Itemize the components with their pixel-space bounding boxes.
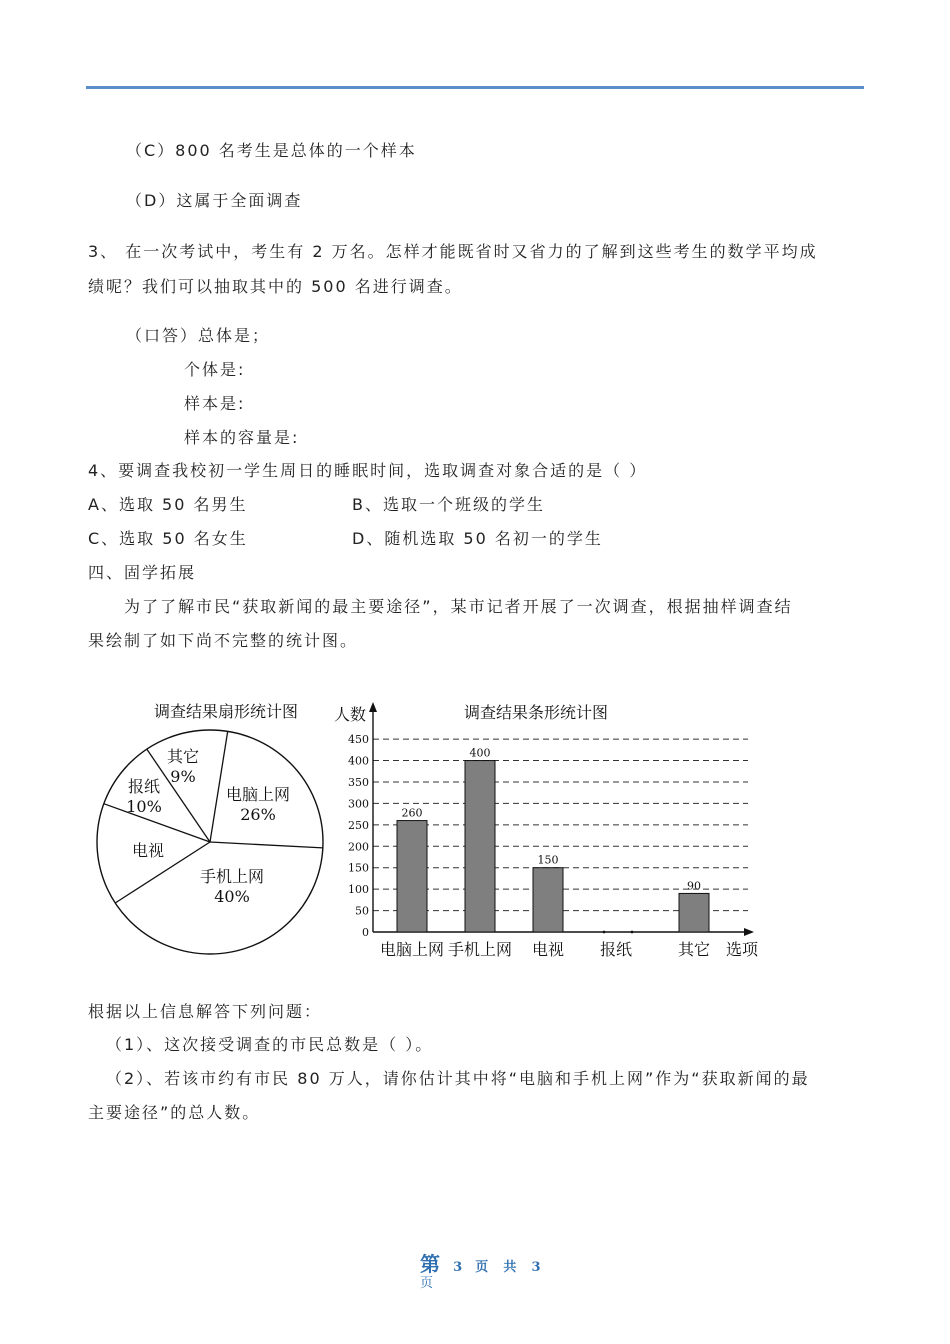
pie-slice-label: 电视 xyxy=(131,841,165,860)
intro-line2: 果绘制了如下尚不完整的统计图。 xyxy=(88,631,359,650)
y-tick-label: 350 xyxy=(348,775,369,789)
footer-page-number: 3 xyxy=(453,1260,463,1275)
pie-slice-percent: 9% xyxy=(170,767,196,786)
footer-total-pages: 3 xyxy=(531,1260,541,1275)
answer-total: （口答）总体是； xyxy=(126,326,271,345)
answer-sample-size: 样本的容量是: xyxy=(184,428,300,447)
pie-slice-label: 其它 xyxy=(166,747,200,766)
intro-line1: 为了了解市民“获取新闻的最主要途径”，某市记者开展了一次调查，根据抽样调查结 xyxy=(124,597,793,616)
y-tick-label: 0 xyxy=(362,926,369,939)
y-tick-label: 450 xyxy=(348,733,369,747)
question-4-option-b: B、选取一个班级的学生 xyxy=(352,495,545,514)
missing-bar-marker xyxy=(603,931,606,934)
sub-question-2-line1: （2）、若该市约有市民 80 万人，请你估计其中将“电脑和手机上网”作为“获取新闻的最 xyxy=(106,1069,810,1088)
y-axis-label: 人数 xyxy=(334,705,367,724)
y-tick-label: 300 xyxy=(348,797,369,811)
x-tick-label: 电视 xyxy=(531,940,565,959)
pie-chart xyxy=(97,702,323,954)
y-tick-label: 400 xyxy=(348,754,369,768)
bar xyxy=(397,821,427,932)
y-tick-label: 50 xyxy=(355,904,369,918)
page-footer xyxy=(420,1248,541,1291)
after-chart-text: 根据以上信息解答下列问题： xyxy=(88,1002,323,1021)
bar-data-label: 400 xyxy=(469,746,491,760)
option-c: （C）800 名考生是总体的一个样本 xyxy=(126,141,417,160)
pie-slice-label: 电脑上网 xyxy=(225,785,291,804)
bar xyxy=(533,868,563,932)
question-4-option-c: C、选取 50 名女生 xyxy=(88,529,248,548)
bar xyxy=(465,761,495,932)
bar-chart xyxy=(334,702,759,959)
answer-sample: 样本是: xyxy=(184,394,246,413)
question-3-line1: 3、 在一次考试中，考生有 2 万名。怎样才能既省时又省力的了解到这些考生的数学平均成 xyxy=(88,242,818,261)
question-4-option-d: D、随机选取 50 名初一的学生 xyxy=(352,529,603,548)
y-tick-label: 200 xyxy=(348,840,369,854)
pie-slice-percent: 10% xyxy=(126,797,162,816)
option-d: （D）这属于全面调查 xyxy=(126,191,303,210)
sub-question-2-line2: 主要途径”的总人数。 xyxy=(88,1103,261,1122)
x-tick-label: 手机上网 xyxy=(447,940,513,959)
answer-individual: 个体是: xyxy=(184,360,246,379)
question-4: 4、要调查我校初一学生周日的睡眠时间，选取调查对象合适的是（ ） xyxy=(88,461,648,480)
section-4-heading: 四、固学拓展 xyxy=(88,563,197,582)
y-tick-label: 150 xyxy=(348,861,369,875)
pie-slice-percent: 26% xyxy=(240,805,276,824)
pie-slice-label: 手机上网 xyxy=(199,867,265,886)
pie-title: 调查结果扇形统计图 xyxy=(153,702,299,721)
bar-data-label: 90 xyxy=(687,879,701,893)
x-axis-arrow xyxy=(744,928,754,936)
y-tick-label: 250 xyxy=(348,818,369,832)
x-tick-label: 其它 xyxy=(677,940,711,959)
x-tick-label: 报纸 xyxy=(599,940,633,959)
y-tick-label: 100 xyxy=(348,883,369,897)
footer-ye: 页 xyxy=(475,1260,489,1275)
bar-title: 调查结果条形统计图 xyxy=(463,703,609,722)
footer-ye-2: 页 xyxy=(420,1276,434,1291)
y-axis-arrow xyxy=(369,702,377,712)
pie-slice-percent: 40% xyxy=(214,887,250,906)
bar xyxy=(679,893,709,932)
missing-bar-marker xyxy=(631,931,634,934)
bar-data-label: 260 xyxy=(401,806,423,820)
sub-question-1: （1）、这次接受调查的市民总数是（ ）。 xyxy=(106,1035,434,1054)
x-axis-label: 选项 xyxy=(726,940,759,959)
x-tick-label: 电脑上网 xyxy=(379,940,445,959)
bar-data-label: 150 xyxy=(537,853,559,867)
question-3-line2: 绩呢？我们可以抽取其中的 500 名进行调查。 xyxy=(88,277,463,296)
footer-di: 第 xyxy=(420,1252,440,1276)
pie-slice-label: 报纸 xyxy=(127,777,161,796)
footer-gong: 共 xyxy=(503,1260,517,1275)
question-4-option-a: A、选取 50 名男生 xyxy=(88,495,248,514)
